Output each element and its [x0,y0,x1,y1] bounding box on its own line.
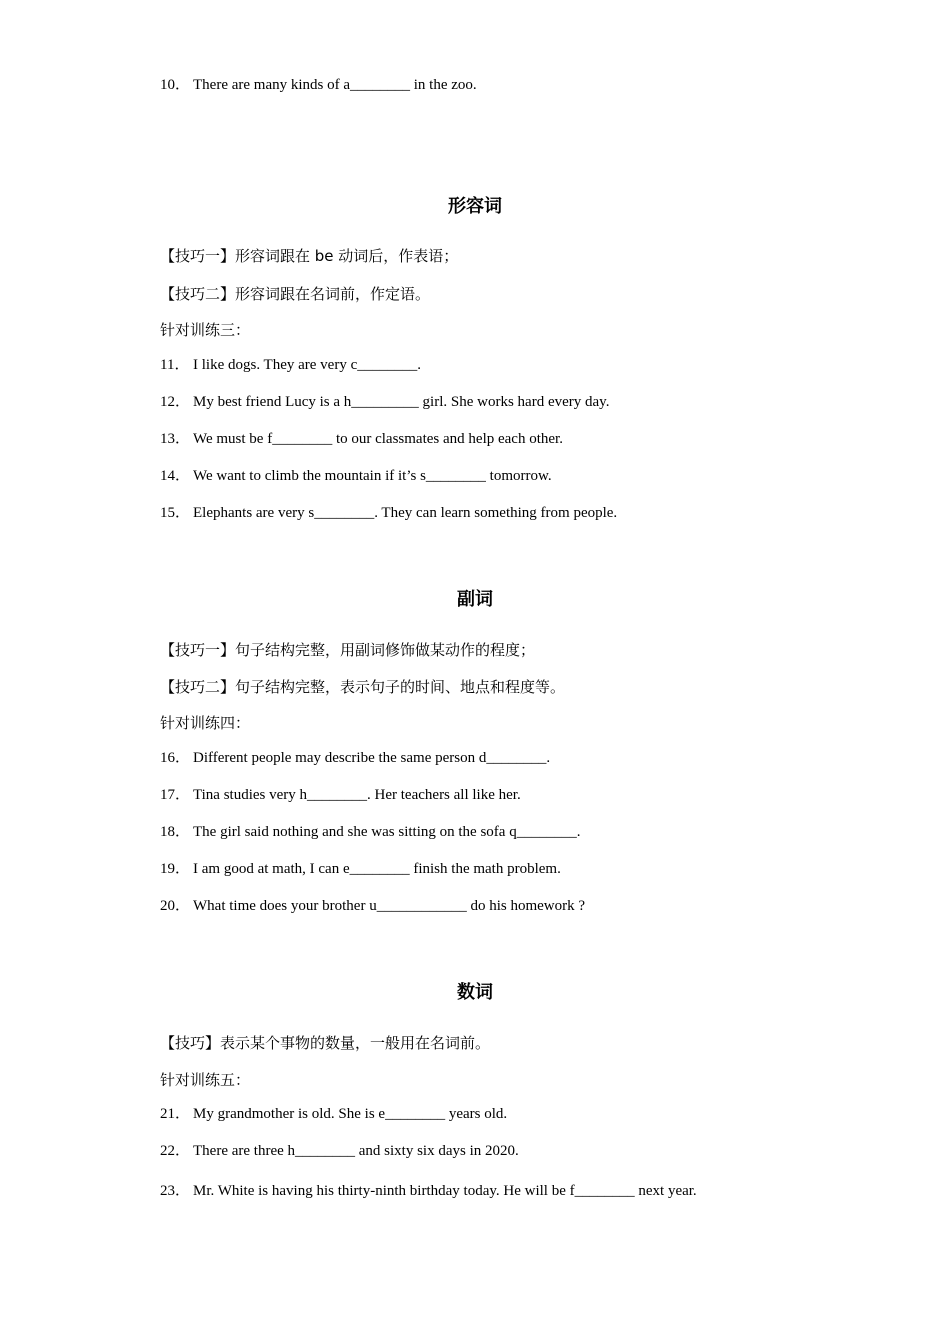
tip-1: 【技巧】表示某个事物的数量，一般用在名词前。 [160,1034,491,1052]
question-text: I am good at math, I can e________ finish the math problem. [193,861,561,877]
section-heading-adjectives: 形容词 [448,196,502,217]
question-text: We must be f________ to our classmates and help each other. [193,431,563,447]
question-number: 16． [160,750,191,766]
question-number: 23． [160,1183,191,1199]
question-18 [160,822,580,842]
question-text: Elephants are very s________. They can learn something from people. [193,505,618,521]
tip-1: 【技巧一】形容词跟在 be 动词后，作表语； [160,247,459,265]
question-number: 21． [160,1106,191,1122]
question-text: There are three h________ and sixty six days in 2020. [193,1143,519,1159]
question-text: There are many kinds of a________ in the zoo. [193,77,477,93]
question-15 [160,503,617,523]
question-23 [160,1181,697,1201]
question-16 [160,748,550,768]
question-text: My best friend Lucy is a h_________ girl. She works hard every day. [193,394,610,410]
question-21 [160,1104,507,1124]
tip-2: 【技巧二】形容词跟在名词前，作定语。 [160,285,431,303]
question-10 [160,75,477,95]
question-17 [160,785,521,805]
section-heading-adverbs: 副词 [457,589,493,610]
tip-1: 【技巧一】句子结构完整，用副词修饰做某动作的程度； [160,641,536,659]
practice-label: 针对训练五： [160,1071,251,1089]
question-20 [160,896,585,916]
tip-2: 【技巧二】句子结构完整，表示句子的时间、地点和程度等。 [160,678,566,696]
section-heading-numerals: 数词 [457,982,493,1003]
question-22 [160,1141,519,1161]
question-14 [160,466,552,486]
question-number: 11． [160,357,190,373]
question-text: The girl said nothing and she was sitting on the sofa q________. [193,824,581,840]
question-text: My grandmother is old. She is e________ years old. [193,1106,508,1122]
question-text: Mr. White is having his thirty-ninth birthday today. He will be f________ next year. [193,1183,697,1199]
question-number: 17． [160,787,191,803]
practice-label: 针对训练四： [160,714,251,732]
question-number: 18． [160,824,191,840]
question-number: 12． [160,394,191,410]
question-11 [160,355,421,375]
question-number: 14． [160,468,191,484]
question-number: 13． [160,431,191,447]
question-number: 10． [160,77,191,93]
question-text: Tina studies very h________. Her teachers all like her. [193,787,521,803]
question-text: Different people may describe the same person d________. [193,750,551,766]
question-text: What time does your brother u____________ do his homework ? [193,898,586,914]
question-13 [160,429,563,449]
question-number: 19． [160,861,191,877]
question-number: 15． [160,505,191,521]
question-text: I like dogs. They are very c________. [193,357,421,373]
practice-label: 针对训练三： [160,321,251,339]
question-12 [160,392,609,412]
question-number: 20． [160,898,191,914]
question-text: We want to climb the mountain if it’s s________ tomorrow. [193,468,552,484]
question-19 [160,859,561,879]
question-number: 22． [160,1143,191,1159]
